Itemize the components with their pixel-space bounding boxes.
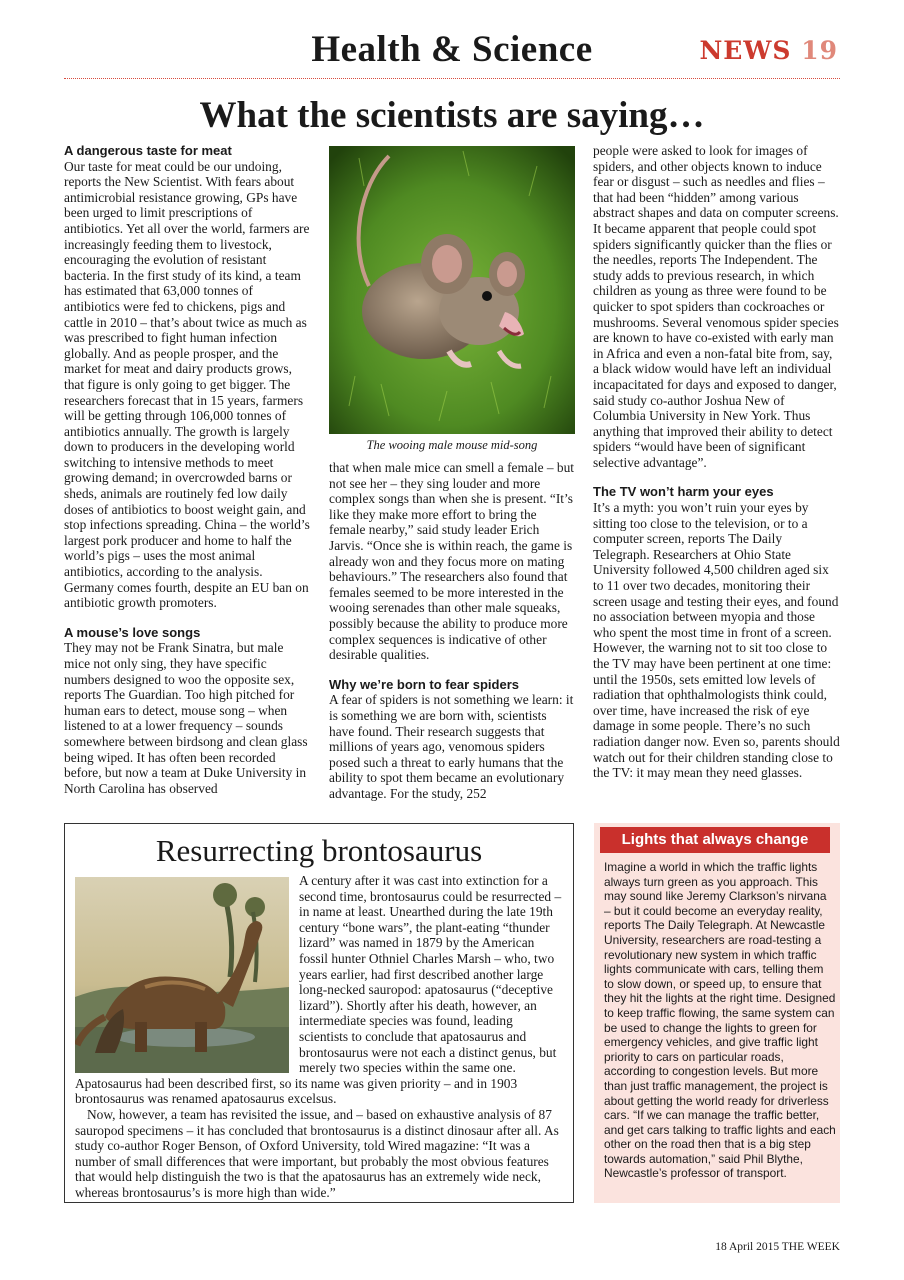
spiders-body-2: people were asked to look for images of spiders, and other objects known to induce fear or disgust – such as needles and flies – that had been “hidden” among various abstract shapes and data on computer screens. It became apparent that people could spot spiders significantly quicker than the flies or the needles, reports The Independent. The study adds to previous research, in which children as young as three were found to be quicker to spot spiders than cockroaches or mushrooms. Several venomous spider species are known to have co-existed with early man in Africa and even a non-fatal bite from, say, a black widow would have left an individual incapacitated for days and exposed to danger, said study co-author Joshua New of Columbia University in New York. Thus anything that improved their ability to detect spiders “would have been of significant selective advantage”.: [593, 143, 839, 470]
spiders-body-1: A fear of spiders is not something we learn: it is something we are born with, scientists have found. Their research suggests that millions of years ago, venomous spiders posed such a threat to early humans that the ability to spot them became an evolutionary advantage. For the study, 252: [329, 692, 574, 801]
main-title: What the scientists are saying…: [199, 95, 705, 136]
lights-heading: Lights that always change: [600, 827, 830, 853]
section-title: Health & Science: [311, 29, 593, 70]
mouse-caption: The wooing male mouse mid-song: [366, 438, 538, 452]
mouse-body-2: that when male mice can smell a female – but not see her – they sing louder and more complex songs than when she is present. “It’s like they make more effort to bring the female nearby,” said study leader Erich Jarvis. “Once she is within reach, the game is already won and they focus more on mating behaviours.” The researchers also found that females seemed to be more interested in the wooing serenades than other male squeaks, possibly because the ability to produce more complex sequences is indicative of other desirable qualities.: [329, 460, 575, 663]
mouse-heading: A mouse’s love songs: [64, 624, 201, 640]
page-number: 19: [801, 36, 838, 65]
brontosaurus-title: Resurrecting brontosaurus: [155, 833, 483, 868]
footer-dateline: 18 April 2015 THE WEEK: [715, 1241, 840, 1253]
brontosaurus-painting: [75, 877, 289, 1073]
column-1: [64, 143, 310, 796]
tv-heading: The TV won’t harm your eyes: [593, 484, 774, 500]
brontosaurus-box: [64, 823, 574, 1203]
news-page-label: [699, 36, 838, 65]
header-rule: [64, 78, 840, 79]
brontosaurus-para-1: A century after it was cast into extinction for a second time, brontosaurus could be resurrected – in name at least. Unearthed during the late 19th century “bone wars”, the plant-eating “thunder lizard” was named in 1879 by the American fossil hunter Othniel Charles Marsh – who, two years earlier, had first described another large long-necked sauropod: apatosaurus (“deceptive lizard”). Shortly after his death, however, an intermediate species was found, leading scientists to conclude that apatosaurus and brontosaurus were not each a distinct genus, but merely two species within the same one. Apatosaurus had been described first, so its name was given priority – and in 1903 brontosaurus was renamed apatosaurus excelsus.: [75, 873, 562, 1107]
brontosaurus-para-2: Now, however, a team has revisited the issue, and – based on exhaustive analysis of 87 sauropod specimens – it has concluded that brontosaurus is a distinct dinosaur after all. As study co-author Roger Benson, of Oxford University, told Wired magazine: “It was a number of small differences that were important, but probably the most obvious features that would help distinguish the two is that the apatosaurus has an extremely wide neck, whereas brontosaurus’s is more high than wide.”: [75, 1106, 559, 1200]
meat-heading: A dangerous taste for meat: [64, 143, 232, 158]
lights-body: Imagine a world in which the traffic lights always turn green as you approach. This may sound like Jeremy Clarkson’s nirvana – but it could become an everyday reality, reports The Daily Telegraph. At Newcastle University, researchers are road-testing a revolutionary new system in which traffic lights communicate with cars, telling them to slow down, or speed up, to ensure that they hit the lights at the right time. Designed to keep traffic flowing, the same system can be used to change the lights to green for emergency vehicles, and give traffic light priority to cars on particular roads, according to congestion levels. But more than just traffic management, the project is about getting the world ready for driverless cars. “If we can manage the traffic better, and get cars talking to traffic lights and each other on the road then that is a big step towards automation,” said Phil Blythe, Newcastle’s professor of transport.: [604, 860, 836, 1181]
news-label: NEWS: [699, 36, 792, 65]
column-3: [593, 143, 840, 781]
column-2: [329, 460, 575, 801]
mouse-body-1: They may not be Frank Sinatra, but male mice not only sing, they have specific numbers designed to woo the opposite sex, reports The Guardian. Too high pitched for human ears to detect, mouse song – when listened to at a lower frequency – sounds somewhere between birdsong and clean glass being wiped. It has often been recorded before, but now a team at Duke University in North Carolina has observed: [64, 640, 308, 796]
mouse-photo: [329, 146, 575, 434]
spiders-heading: Why we’re born to fear spiders: [329, 676, 519, 692]
brontosaurus-text: [65, 870, 573, 1200]
meat-body: Our taste for meat could be our undoing, reports the New Scientist. With fears about antimicrobial resistance growing, GPs have been urged to limit prescriptions of antibiotics. Yet all over the world, farmers are increasingly feeding them to livestock, encouraging the evolution of resistant bacteria. In the first study of its kind, a team has estimated that 63,000 tonnes of antibiotics were fed to chickens, pigs and cattle in 2010 – that’s about twice as much as was prescribed to fight human infection globally. And as people prosper, and the market for meat and dairy products grows, that figure is only going to get bigger. The researchers forecast that in 15 years, farmers will be getting through 106,000 tonnes of antibiotics annually. The growth is largely down to producers in the developing world switching to intensive methods to meet growing demand; in overcrowded barns or sheds, animals are routinely fed low daily doses of antibiotics to boost weight gain, and stop infections spreading. China – the world’s largest pork producer and home to half the world’s pigs – uses the most animal antibiotics, according to the analysis. Germany comes fourth, despite an EU ban on antibiotic growth promoters.: [64, 158, 310, 611]
tv-body: It’s a myth: you won’t ruin your eyes by sitting too close to the television, or to a computer screen, reports The Daily Telegraph. Researchers at Ohio State University followed 4,500 children aged six to 11 over two decades, monitoring their screen usage and testing their eyes, and found no association between myopia and those who spent the most time in front of a screen. However, the warning not to sit too close to the TV may have been pertinent at one time: until the 1950s, sets emitted low levels of radiation that ophthalmologists think could, over time, have increased the risk of eye damage in some people. There’s no such radiation danger now. Even so, parents should watch out for their children standing close to the TV: it may mean they need glasses.: [593, 500, 840, 781]
